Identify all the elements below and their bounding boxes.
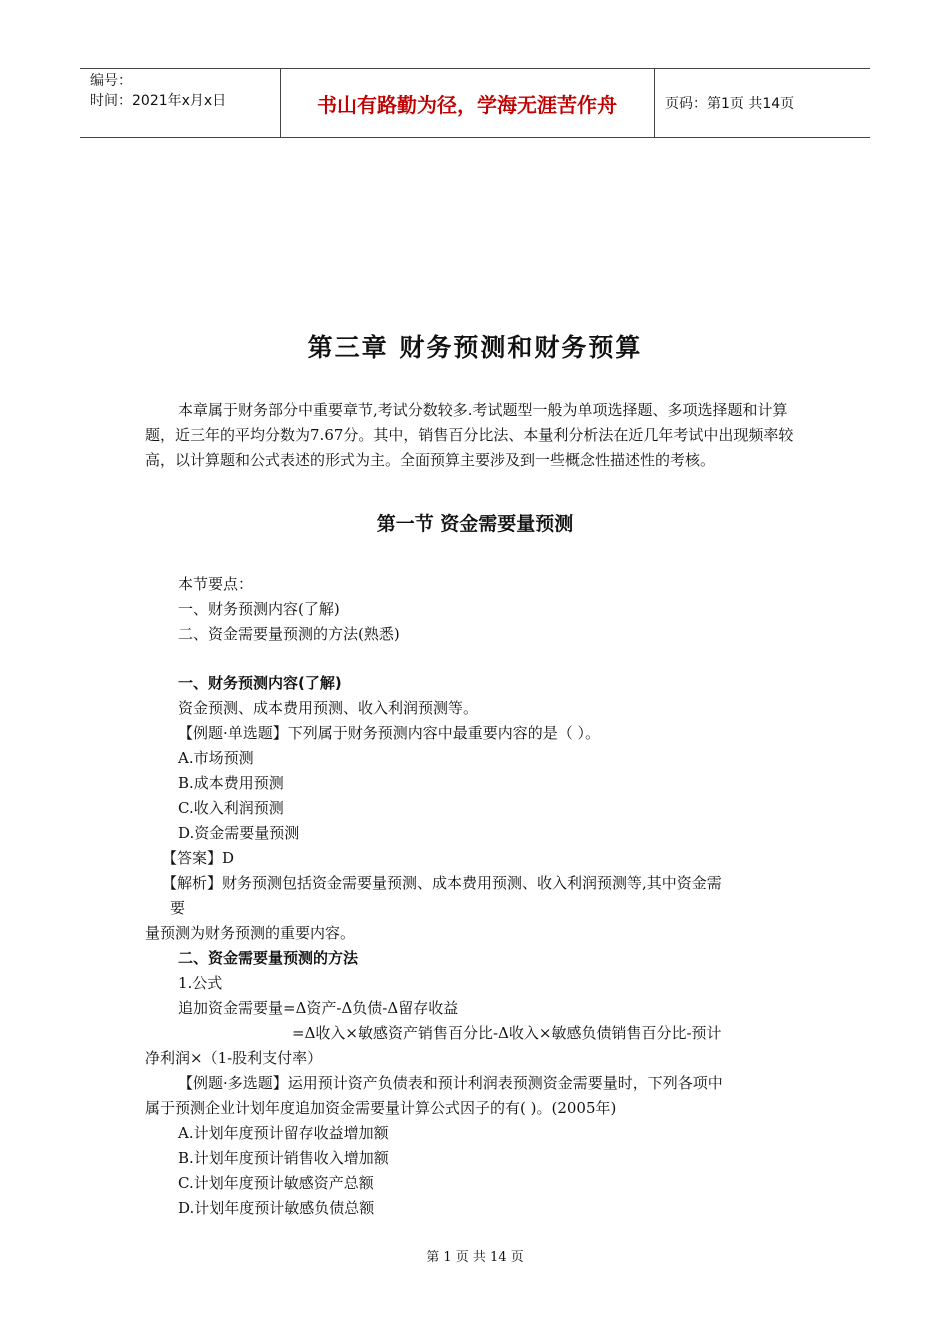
number-label: 编号： <box>90 73 132 89</box>
key-point-2: 二、资金需要量预测的方法(熟悉) <box>178 625 400 643</box>
chapter-intro: 本章属于财务部分中重要章节,考试分数较多.考试题型一般为单项选择题、多项选择题和计算题，近三年的平均分数为7.67分。其中，销售百分比法、本量利分析法在近几年考试中出现频率较高，以计算题和公式表述的形式为主。全面预算主要涉及到一些概念性描述性的考核。 <box>145 401 794 469</box>
section-title: 第一节 资金需要量预测 <box>376 513 574 535</box>
option-a: A.市场预测 <box>178 749 254 767</box>
answer: 【答案】D <box>162 849 235 867</box>
formula-subheading: 1.公式 <box>178 974 223 992</box>
page-footer: 第 1 页 共 14 页 <box>426 1250 524 1265</box>
formula-line-3: 净利润×（1-股利支付率） <box>145 1049 323 1067</box>
option-c: C.计划年度预计敏感资产总额 <box>178 1174 374 1192</box>
option-b: B.成本费用预测 <box>178 774 284 792</box>
analysis-line-1: 【解析】财务预测包括资金需要量预测、成本费用预测、收入利润预测等,其中资金需 <box>162 874 722 892</box>
option-c: C.收入利润预测 <box>178 799 284 817</box>
analysis-line-2: 要 <box>170 899 186 917</box>
part2-heading: 二、资金需要量预测的方法 <box>178 949 359 967</box>
page-header <box>80 68 870 138</box>
option-b: B.计划年度预计销售收入增加额 <box>178 1149 389 1167</box>
header-page-code: 页码：第1页 共14页 <box>665 96 795 112</box>
chapter-title: 第三章 财务预测和财务预算 <box>307 333 643 362</box>
time-label: 时间：2021年x月x日 <box>90 93 227 109</box>
header-meta <box>80 69 281 137</box>
option-d: D.资金需要量预测 <box>178 824 300 842</box>
formula-line-1: 追加资金需要量=Δ资产-Δ负债-Δ留存收益 <box>178 999 459 1017</box>
example-multi-choice-line-2: 属于预测企业计划年度追加资金需要量计算公式因子的有( )。(2005年) <box>145 1099 617 1117</box>
analysis-line-3: 量预测为财务预测的重要内容。 <box>145 924 356 942</box>
key-point-1: 一、财务预测内容(了解) <box>178 600 340 618</box>
formula-line-2: =Δ收入×敏感资产销售百分比-Δ收入×敏感负债销售百分比-预计 <box>292 1024 722 1042</box>
example-multi-choice-line-1: 【例题·多选题】运用预计资产负债表和预计利润表预测资金需要量时，下列各项中 <box>178 1074 723 1092</box>
header-motto: 书山有路勤为径，学海无涯苦作舟 <box>280 69 655 137</box>
part1-content: 资金预测、成本费用预测、收入利润预测等。 <box>178 699 479 717</box>
example-single-choice: 【例题·单选题】下列属于财务预测内容中最重要内容的是（ ）。 <box>178 724 601 742</box>
key-points-heading: 本节要点： <box>178 575 254 593</box>
part1-heading: 一、财务预测内容(了解) <box>178 674 342 692</box>
option-d: D.计划年度预计敏感负债总额 <box>178 1199 375 1217</box>
option-a: A.计划年度预计留存收益增加额 <box>178 1124 389 1142</box>
